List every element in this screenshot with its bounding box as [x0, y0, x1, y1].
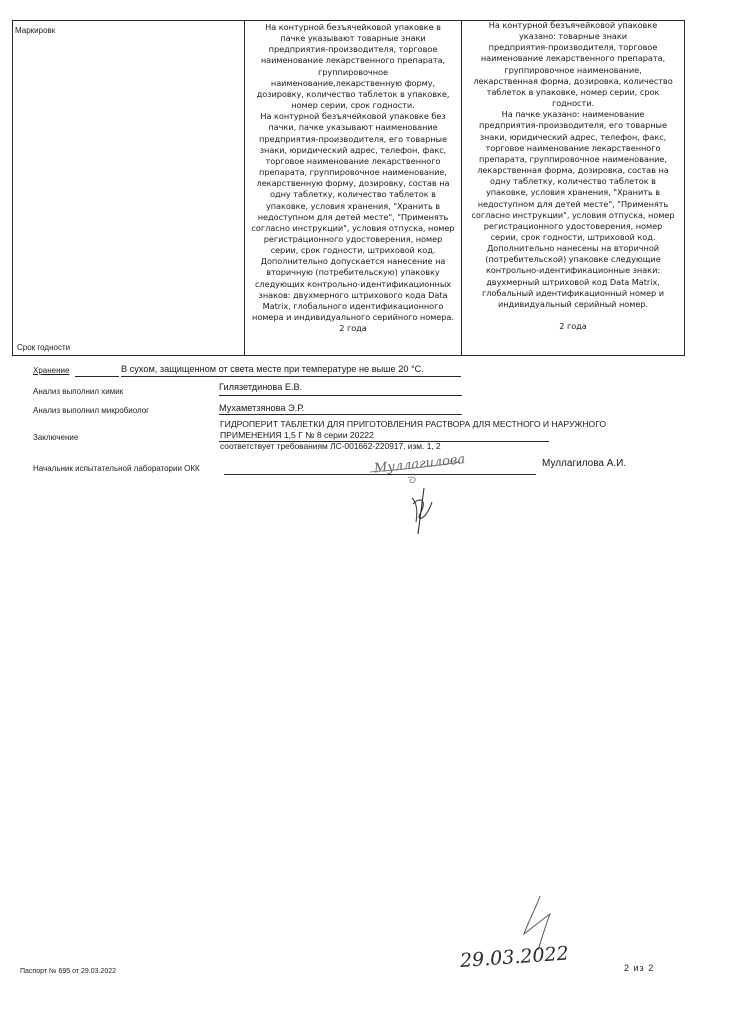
- text-line: предприятия-производителя, его товарные: [259, 133, 447, 144]
- text-line: номер серии, срок годности.: [291, 100, 415, 111]
- storage-underline: [75, 376, 119, 377]
- text-line: упаковке, условия хранения, "Хранить в: [485, 187, 661, 198]
- head-of-lab-name: Муллагилова А.И.: [542, 458, 627, 469]
- text-line: таблеток в упаковке, номер серии, срок: [486, 86, 660, 97]
- text-line: недоступном для детей месте", "Применять: [257, 211, 449, 222]
- chemist-underline: [219, 395, 462, 396]
- handwritten-date-signature: [458, 888, 588, 978]
- microbiologist-underline: [219, 414, 462, 415]
- conclusion-label: Заключение: [33, 433, 79, 442]
- text-line: двухмерный штриховой код Data Matrix,: [486, 276, 660, 287]
- text-line: одну таблетку, количество таблеток в: [270, 189, 436, 200]
- chemist-label: Анализ выполнил химик: [33, 387, 124, 396]
- conclusion-line-3: соответствует требованиям ЛС-001662-220917, изм. 1, 2: [220, 441, 441, 451]
- text-line: регистрационного удостоверения, номер: [263, 233, 443, 244]
- page-indicator: [624, 963, 654, 974]
- text-line: группировочное: [318, 66, 388, 77]
- storage-underline: [121, 376, 461, 377]
- text-line: знаки, юридический адрес, телефон, факс,: [259, 144, 447, 155]
- conclusion-line-2: ПРИМЕНЕНИЯ 1,5 Г № 8 серии 20222: [220, 430, 374, 440]
- passport-number: Паспорт № 695 от 29.03.2022: [20, 968, 117, 975]
- text-line: согласно инструкции", условия отпуска, номер: [471, 209, 675, 220]
- text-line: Дополнительно нанесены на вторичной: [486, 243, 660, 254]
- text-line: глобальный идентификационный номер и: [481, 287, 665, 298]
- text-line: пачке указывают товарные знаки: [280, 33, 426, 44]
- text-line: Matrix, глобального идентификационного: [262, 300, 444, 311]
- text-line: группировочное наименование,: [504, 64, 642, 75]
- handwritten-date: 29.03.2022: [459, 942, 570, 973]
- text-line: годности.: [551, 98, 595, 109]
- text-line: серии, срок годности, штриховой код.: [490, 231, 656, 242]
- text-line: недоступном для детей месте", "Применять: [477, 198, 669, 209]
- microbiologist-label: Анализ выполнил микробиолог: [33, 406, 150, 415]
- text-line: пачки, пачке указывают наименование: [268, 122, 438, 133]
- text-line: одну таблетку, количество таблеток в: [490, 176, 656, 187]
- text-line: согласно инструкции", условия отпуска, номер: [251, 222, 455, 233]
- head-of-lab-label: Начальник испытательной лаборатории ОКК: [33, 464, 200, 473]
- text-line: препарата, группировочное наименование,: [479, 153, 667, 164]
- requirement-lines: [245, 22, 461, 323]
- text-line: На пачке указано: наименование: [501, 109, 645, 120]
- text-line: торговое наименование лекарственного: [265, 155, 441, 166]
- text-line: лекарственная форма, дозировка, состав на: [477, 165, 669, 176]
- text-line: индивидуальный серийный номер.: [497, 298, 649, 309]
- text-line: торговое наименование лекарственного: [485, 142, 661, 153]
- text-line: лекарственная форма, дозировка, количество: [473, 75, 673, 86]
- chemist-name: Гилязетдинова Е.В.: [219, 382, 303, 392]
- shelf-life-label: Срок годности: [17, 343, 71, 352]
- text-line: контрольно-идентификационные знаки:: [485, 265, 661, 276]
- text-line: дозировку, количество таблеток в упаковке,: [256, 88, 450, 99]
- requirement-shelf-life: 2 года: [339, 323, 367, 334]
- page-separator: из: [633, 963, 645, 973]
- page-total: 2: [648, 963, 655, 973]
- text-line: вторичную (потребительскую) упаковку: [266, 267, 440, 278]
- text-line: На контурной безъячейковой упаковке в: [265, 22, 441, 32]
- conclusion-line-1: ГИДРОПЕРИТ ТАБЛЕТКИ ДЛЯ ПРИГОТОВЛЕНИЯ РАСТВОРА ДЛЯ МЕСТНОГО И НАРУЖНОГО: [220, 419, 607, 429]
- text-line: препарата, группировочное наименование,: [259, 167, 447, 178]
- text-line: Дополнительно допускается нанесение на: [260, 256, 446, 267]
- storage-value: В сухом, защищенном от света месте при температуре не выше 20 °С.: [121, 364, 424, 374]
- requirement-column: [245, 22, 461, 334]
- text-line: знаков: двухмерного штрихового кода Data: [258, 289, 448, 300]
- signature-script: Муллагилова: [373, 452, 466, 477]
- storage-label: Хранение: [33, 366, 70, 375]
- text-line: предприятия-производителя, его товарные: [479, 120, 667, 131]
- text-line: регистрационного удостоверения, номер: [483, 220, 663, 231]
- head-of-lab-signature: [368, 452, 468, 542]
- text-line: номера и индивидуального серийного номера.: [252, 312, 454, 323]
- actual-column: [462, 20, 684, 332]
- text-line: знаки, юридический адрес, телефон, факс,: [479, 131, 667, 142]
- microbiologist-name: Мухаметзянова Э.Р.: [219, 403, 305, 413]
- text-line: предприятия-производителя, торговое: [268, 44, 438, 55]
- text-line: упаковке, условия хранения, "Хранить в: [265, 200, 441, 211]
- text-line: наименование лекарственного препарата,: [480, 53, 666, 64]
- text-line: следующих контрольно-идентификационных: [254, 278, 452, 289]
- text-line: серии, срок годности, штриховой код.: [270, 245, 436, 256]
- text-line: На контурной безъячейковой упаковке: [488, 20, 658, 30]
- text-line: указано: товарные знаки: [518, 31, 628, 42]
- actual-shelf-life: 2 года: [559, 321, 587, 332]
- specification-table: [12, 20, 685, 356]
- page-current: 2: [624, 963, 631, 973]
- actual-lines: [462, 20, 684, 310]
- text-line: (потребительской) упаковке следующие: [485, 254, 661, 265]
- text-line: На контурной безъячейковой упаковке без: [260, 111, 446, 122]
- text-line: лекарственную форму, дозировку, состав на: [256, 178, 450, 189]
- text-line: наименование лекарственного препарата,: [260, 55, 446, 66]
- marking-label: Маркировк: [15, 26, 56, 35]
- text-line: предприятия-производителя, торговое: [488, 42, 658, 53]
- text-line: наименование,лекарственную форму,: [270, 77, 436, 88]
